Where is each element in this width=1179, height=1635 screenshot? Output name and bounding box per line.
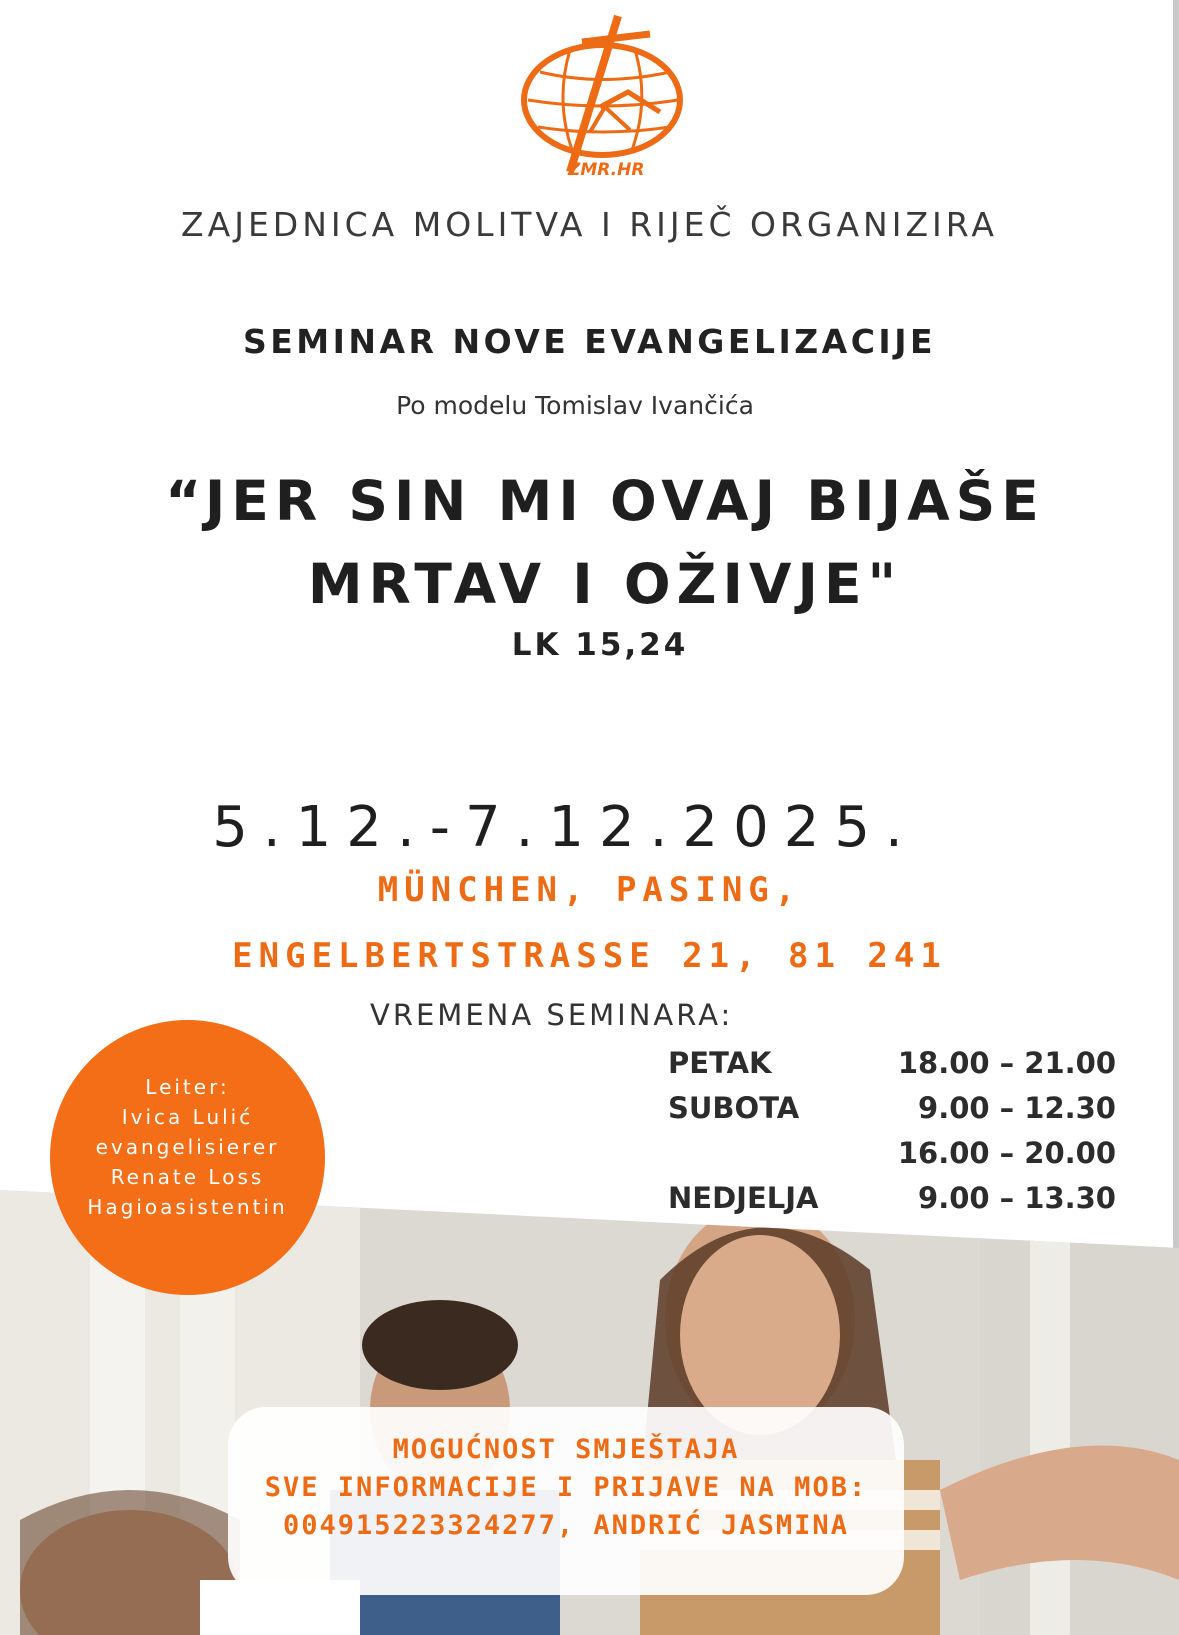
schedule-day: NEDJELJA <box>668 1181 819 1215</box>
quote-block <box>30 460 1179 626</box>
schedule-time: 9.00 – 13.30 <box>918 1181 1116 1215</box>
organizer-heading: ZAJEDNICA MOLITVA I RIJEČ ORGANIZIRA <box>181 205 998 244</box>
info-line-1: MOGUĆNOST SMJEŠTAJA <box>392 1434 740 1465</box>
location-line-2: ENGELBERTSTRASSE 21, 81 241 <box>232 936 947 976</box>
bible-reference: LK 15,24 <box>511 627 689 663</box>
schedule-row <box>668 1136 1138 1181</box>
schedule-time: 16.00 – 20.00 <box>897 1136 1116 1170</box>
leaders-line-3: evangelisierer <box>95 1135 280 1159</box>
schedule-row <box>668 1046 1138 1091</box>
info-box <box>228 1407 904 1595</box>
logo-text: ZMR.HR <box>568 160 645 180</box>
seminar-subtitle: Po modelu Tomislav Ivančića <box>396 391 754 420</box>
schedule-time: 9.00 – 12.30 <box>918 1091 1116 1125</box>
schedule-time: 18.00 – 21.00 <box>897 1046 1116 1080</box>
quote-line-1: “JER SIN MI OVAJ BIJAŠE <box>165 469 1045 533</box>
leaders-badge <box>50 1020 325 1295</box>
schedule-day: PETAK <box>668 1046 772 1080</box>
quote-line-2: MRTAV I OŽIVJE" <box>307 552 903 616</box>
leaders-line-4: Renate Loss <box>110 1165 265 1189</box>
schedule-row <box>668 1181 1138 1226</box>
schedule-row <box>668 1091 1138 1136</box>
event-dates: 5.12.-7.12.2025. <box>212 795 918 860</box>
info-line-2: SVE INFORMACIJE I PRIJAVE NA MOB: <box>264 1472 868 1503</box>
info-line-3: 004915223324277, ANDRIĆ JASMINA <box>283 1510 849 1541</box>
schedule-title: VREMENA SEMINARA: <box>370 998 734 1032</box>
seminar-title: SEMINAR NOVE EVANGELIZACIJE <box>242 322 937 361</box>
leaders-line-2: Ivica Lulić <box>121 1105 254 1129</box>
leaders-line-5: Hagioasistentin <box>87 1195 288 1219</box>
schedule-table <box>668 1046 1138 1226</box>
schedule-day: SUBOTA <box>668 1091 800 1125</box>
leaders-line-1: Leiter: <box>145 1075 230 1099</box>
location-line-1: MÜNCHEN, PASING, <box>377 870 802 910</box>
